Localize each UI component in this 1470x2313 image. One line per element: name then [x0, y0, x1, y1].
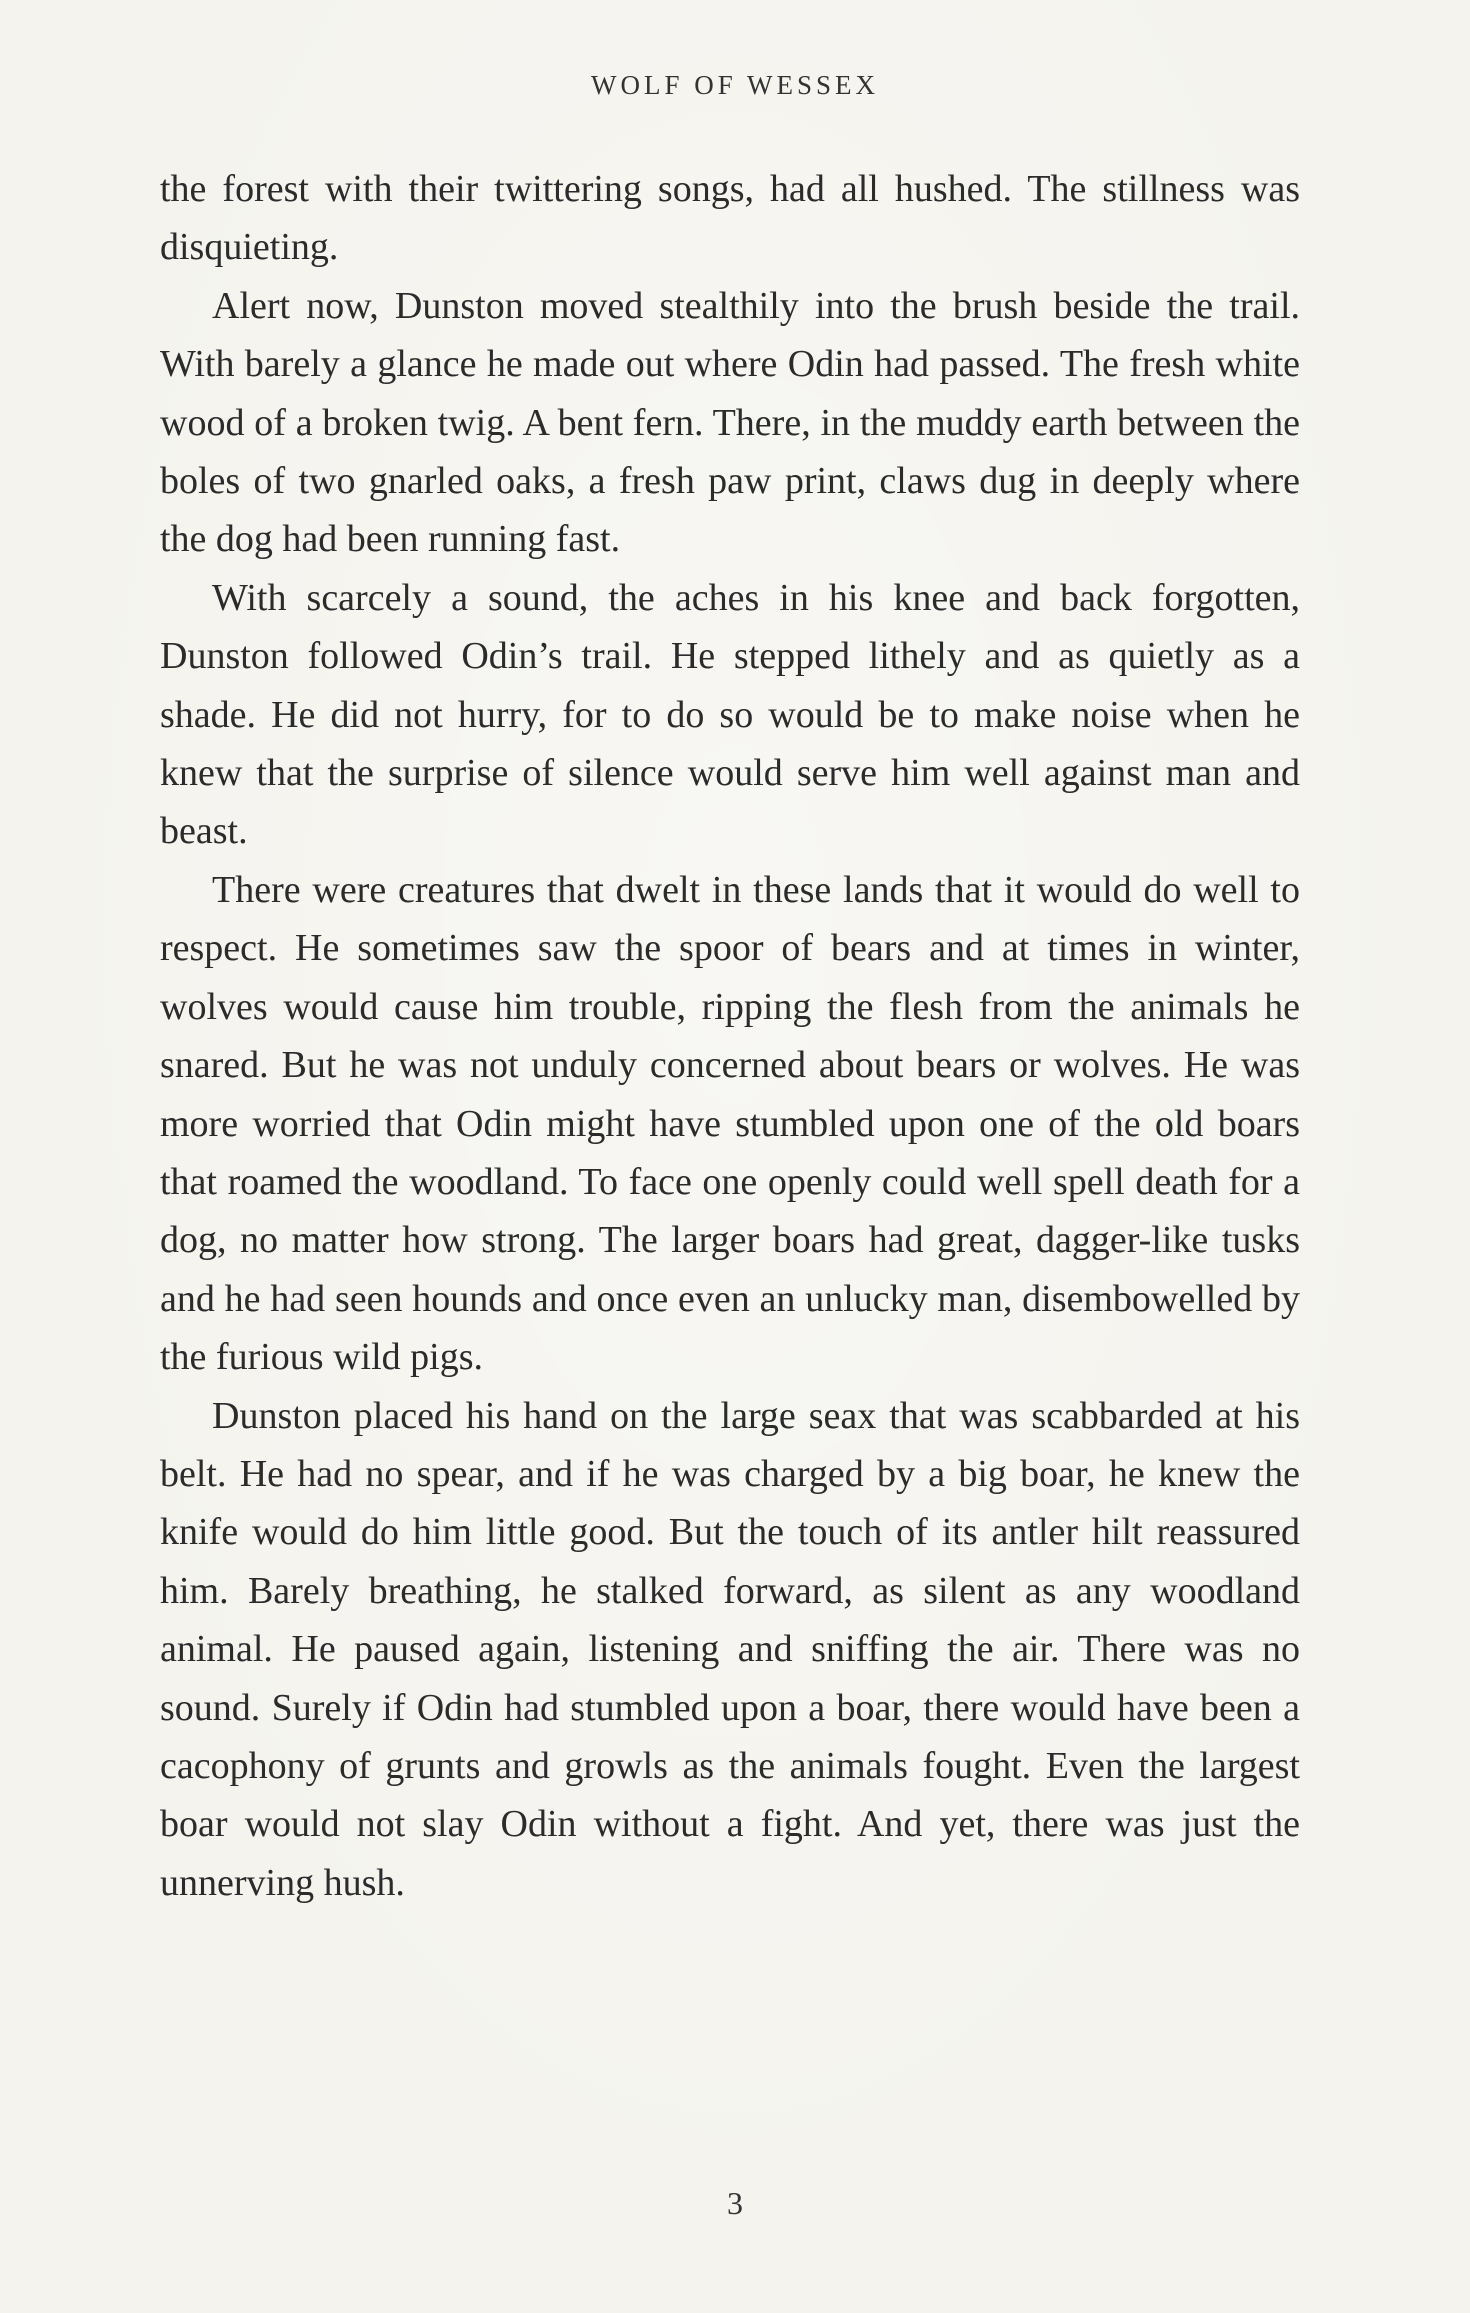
paragraph: With scarcely a sound, the aches in his knee and back forgotten, Dunston followed Odin’s trail. He stepped lithely and as quietly as a shade. He did not hurry, for to do so would be to make noise when he knew that the surprise of silence would serve him well against man and beast. [160, 576, 1300, 853]
page-number: 3 [727, 2185, 743, 2221]
paragraph-continuation: the forest with their twittering songs, had all hushed. The stillness was disquieting. [160, 168, 1300, 269]
paragraph: There were creatures that dwelt in these lands that it would do well to respect. He sometimes saw the spoor of bears and at times in winter, wolves would cause him trouble, ripping the flesh from the animals he snared. But he was not unduly concerned about bears or wolves. He was more worried that Odin might have stumbled upon one of the old boars that roamed the woodland. To face one openly could well spell death for a dog, no matter how strong. The larger boars had great, dagger-like tusks and he had seen hounds and once even an unlucky man, disembowelled by the furious wild pigs. [160, 868, 1300, 1379]
running-head-title: WOLF OF WESSEX [590, 70, 880, 100]
paragraph: Alert now, Dunston moved stealthily into the brush beside the trail. With barely a glance he made out where Odin had passed. The fresh white wood of a broken twig. A bent fern. There, in the muddy earth between the boles of two gnarled oaks, a fresh paw print, claws dug in deeply where the dog had been running fast. [160, 284, 1300, 561]
paragraph: Dunston placed his hand on the large seax that was scabbarded at his belt. He had no spear, and if he was charged by a big boar, he knew the knife would do him little good. But the touch of its antler hilt reassured him. Barely breathing, he stalked forward, as silent as any woodland animal. He paused again, listening and sniffing the air. There was no sound. Surely if Odin had stumbled upon a boar, there would have been a cacophony of grunts and growls as the animals fought. Even the largest boar would not slay Odin without a fight. And yet, there was just the unnerving hush. [160, 1394, 1300, 1904]
body-text [160, 160, 1300, 1912]
